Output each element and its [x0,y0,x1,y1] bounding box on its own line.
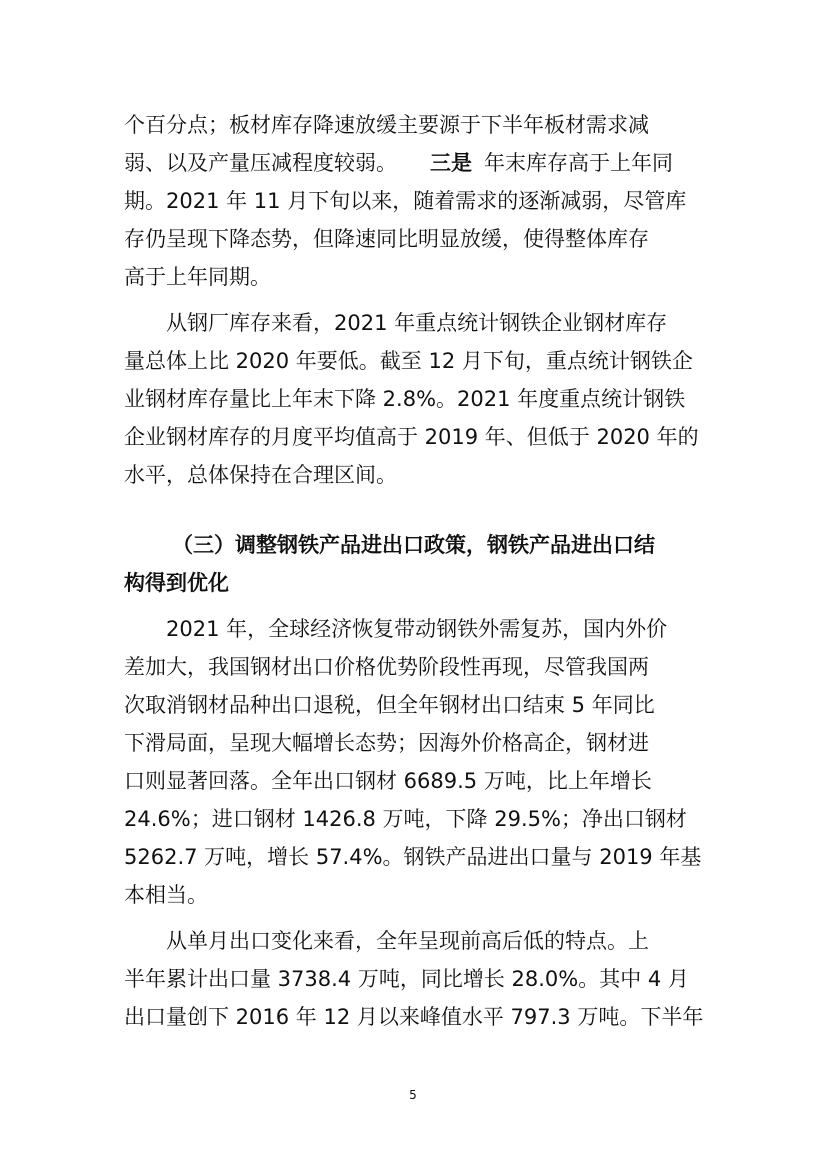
text-segment: 半年累计出口量 3738.4 万吨，同比增长 28.0%。其中 4 月 [124,967,689,991]
text-segment: 业钢材库存量比上年末下降 2.8%。2021 年度重点统计钢铁 [124,387,686,411]
text-segment: 2021 年，全球经济恢复带动钢铁外需复苏，国内外价 [166,617,668,641]
text-line [0,685,826,725]
text-line [0,379,826,419]
text-line [0,143,826,183]
emphasis-label: 三是 [430,151,472,175]
section-heading: （三）调整钢铁产品进出口政策，钢铁产品进出口结 [172,533,655,557]
text-line [0,761,826,801]
text-line [0,257,826,297]
text-segment: 5262.7 万吨，增长 57.4%。钢铁产品进出口量与 2019 年基 [124,845,702,869]
text-line [0,799,826,839]
page-number: 5 [409,1088,417,1102]
text-segment: 个百分点；板材库存降速放缓主要源于下半年板材需求减 [124,113,649,137]
text-line [0,647,826,687]
text-line [0,723,826,763]
text-line [0,105,826,145]
text-segment: 从单月出口变化来看，全年呈现前高后低的特点。上 [166,929,649,953]
text-segment: 本相当。 [124,883,208,907]
text-segment: 水平，总体保持在合理区间。 [124,463,397,487]
text-line [0,837,826,877]
text-line [0,417,826,457]
text-segment: 口则显著回落。全年出口钢材 6689.5 万吨，比上年增长 [124,769,652,793]
text-segment: 量总体上比 2020 年要低。截至 12 月下旬，重点统计钢铁企 [124,349,693,373]
text-segment: 弱、以及产量压减程度较弱。 [124,151,397,175]
text-line [0,875,826,915]
text-segment: 差加大，我国钢材出口价格优势阶段性再现，尽管我国两 [124,655,649,679]
text-line [0,341,826,381]
text-segment: 企业钢材库存的月度平均值高于 2019 年、但低于 2020 年的 [124,425,699,449]
text-segment: 存仍呈现下降态势，但降速同比明显放缓，使得整体库存 [124,227,649,251]
text-segment: 从钢厂库存来看，2021 年重点统计钢铁企业钢材库存 [166,311,668,335]
text-segment: 出口量创下 2016 年 12 月以来峰值水平 797.3 万吨。下半年 [124,1005,704,1029]
text-line [0,303,826,343]
text-segment: 24.6%；进口钢材 1426.8 万吨，下降 29.5%；净出口钢材 [124,807,687,831]
text-segment: 下滑局面，呈现大幅增长态势；因海外价格高企，钢材进 [124,731,649,755]
section-heading-line [0,525,826,565]
text-line [0,997,826,1037]
text-segment: 次取消钢材品种出口退税，但全年钢材出口结束 5 年同比 [124,693,655,717]
text-line [0,455,826,495]
text-segment: 年末库存高于上年同 [484,151,673,175]
text-line [0,921,826,961]
text-line [0,959,826,999]
text-line [0,219,826,259]
text-line [0,181,826,221]
section-heading-line [0,563,826,603]
section-heading: 构得到优化 [124,571,229,595]
text-segment: 高于上年同期。 [124,265,271,289]
text-line [0,609,826,649]
text-segment: 期。2021 年 11 月下旬以来，随着需求的逐渐减弱，尽管库 [124,189,687,213]
